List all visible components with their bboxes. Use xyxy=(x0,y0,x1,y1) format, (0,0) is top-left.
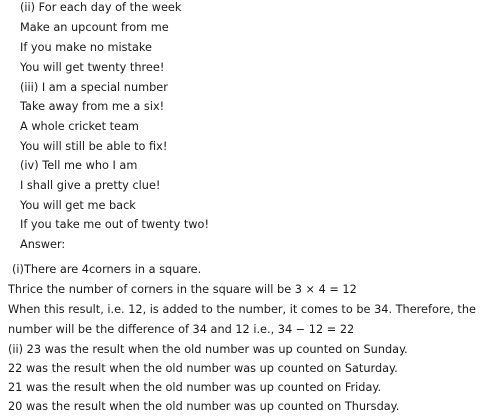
solution-line: 22 was the result when the old number was up counted on Saturday. xyxy=(8,362,398,375)
riddle-line: You will get twenty three! xyxy=(20,61,165,74)
solution-line: number will be the difference of 34 and 12 i.e., 34 − 12 = 22 xyxy=(8,323,355,336)
riddle-line: (iii) I am a special number xyxy=(20,81,168,94)
answer-heading: Answer: xyxy=(20,238,66,251)
riddle-line: Take away from me a six! xyxy=(20,100,165,113)
riddle-line: You will get me back xyxy=(20,199,136,212)
solution-line: 20 was the result when the old number was up counted on Thursday. xyxy=(8,400,400,413)
solution-line: When this result, i.e. 12, is added to the number, it comes to be 34. Therefore, the xyxy=(8,303,476,316)
riddle-line: If you make no mistake xyxy=(20,41,152,54)
solution-line: 21 was the result when the old number was up counted on Friday. xyxy=(8,381,382,394)
riddle-line: Make an upcount from me xyxy=(20,21,169,34)
riddle-line: (ii) For each day of the week xyxy=(20,1,182,14)
riddle-line: (iv) Tell me who I am xyxy=(20,159,138,172)
riddle-line: If you take me out of twenty two! xyxy=(20,218,209,231)
riddle-line: A whole cricket team xyxy=(20,120,139,133)
riddle-line: You will still be able to fix! xyxy=(20,140,168,153)
solution-line: (ii) 23 was the result when the old number was up counted on Sunday. xyxy=(8,343,408,356)
riddle-line: I shall give a pretty clue! xyxy=(20,179,161,192)
solution-line: (i)There are 4corners in a square. xyxy=(12,263,202,276)
solution-line: Thrice the number of corners in the square will be 3 × 4 = 12 xyxy=(8,283,357,296)
